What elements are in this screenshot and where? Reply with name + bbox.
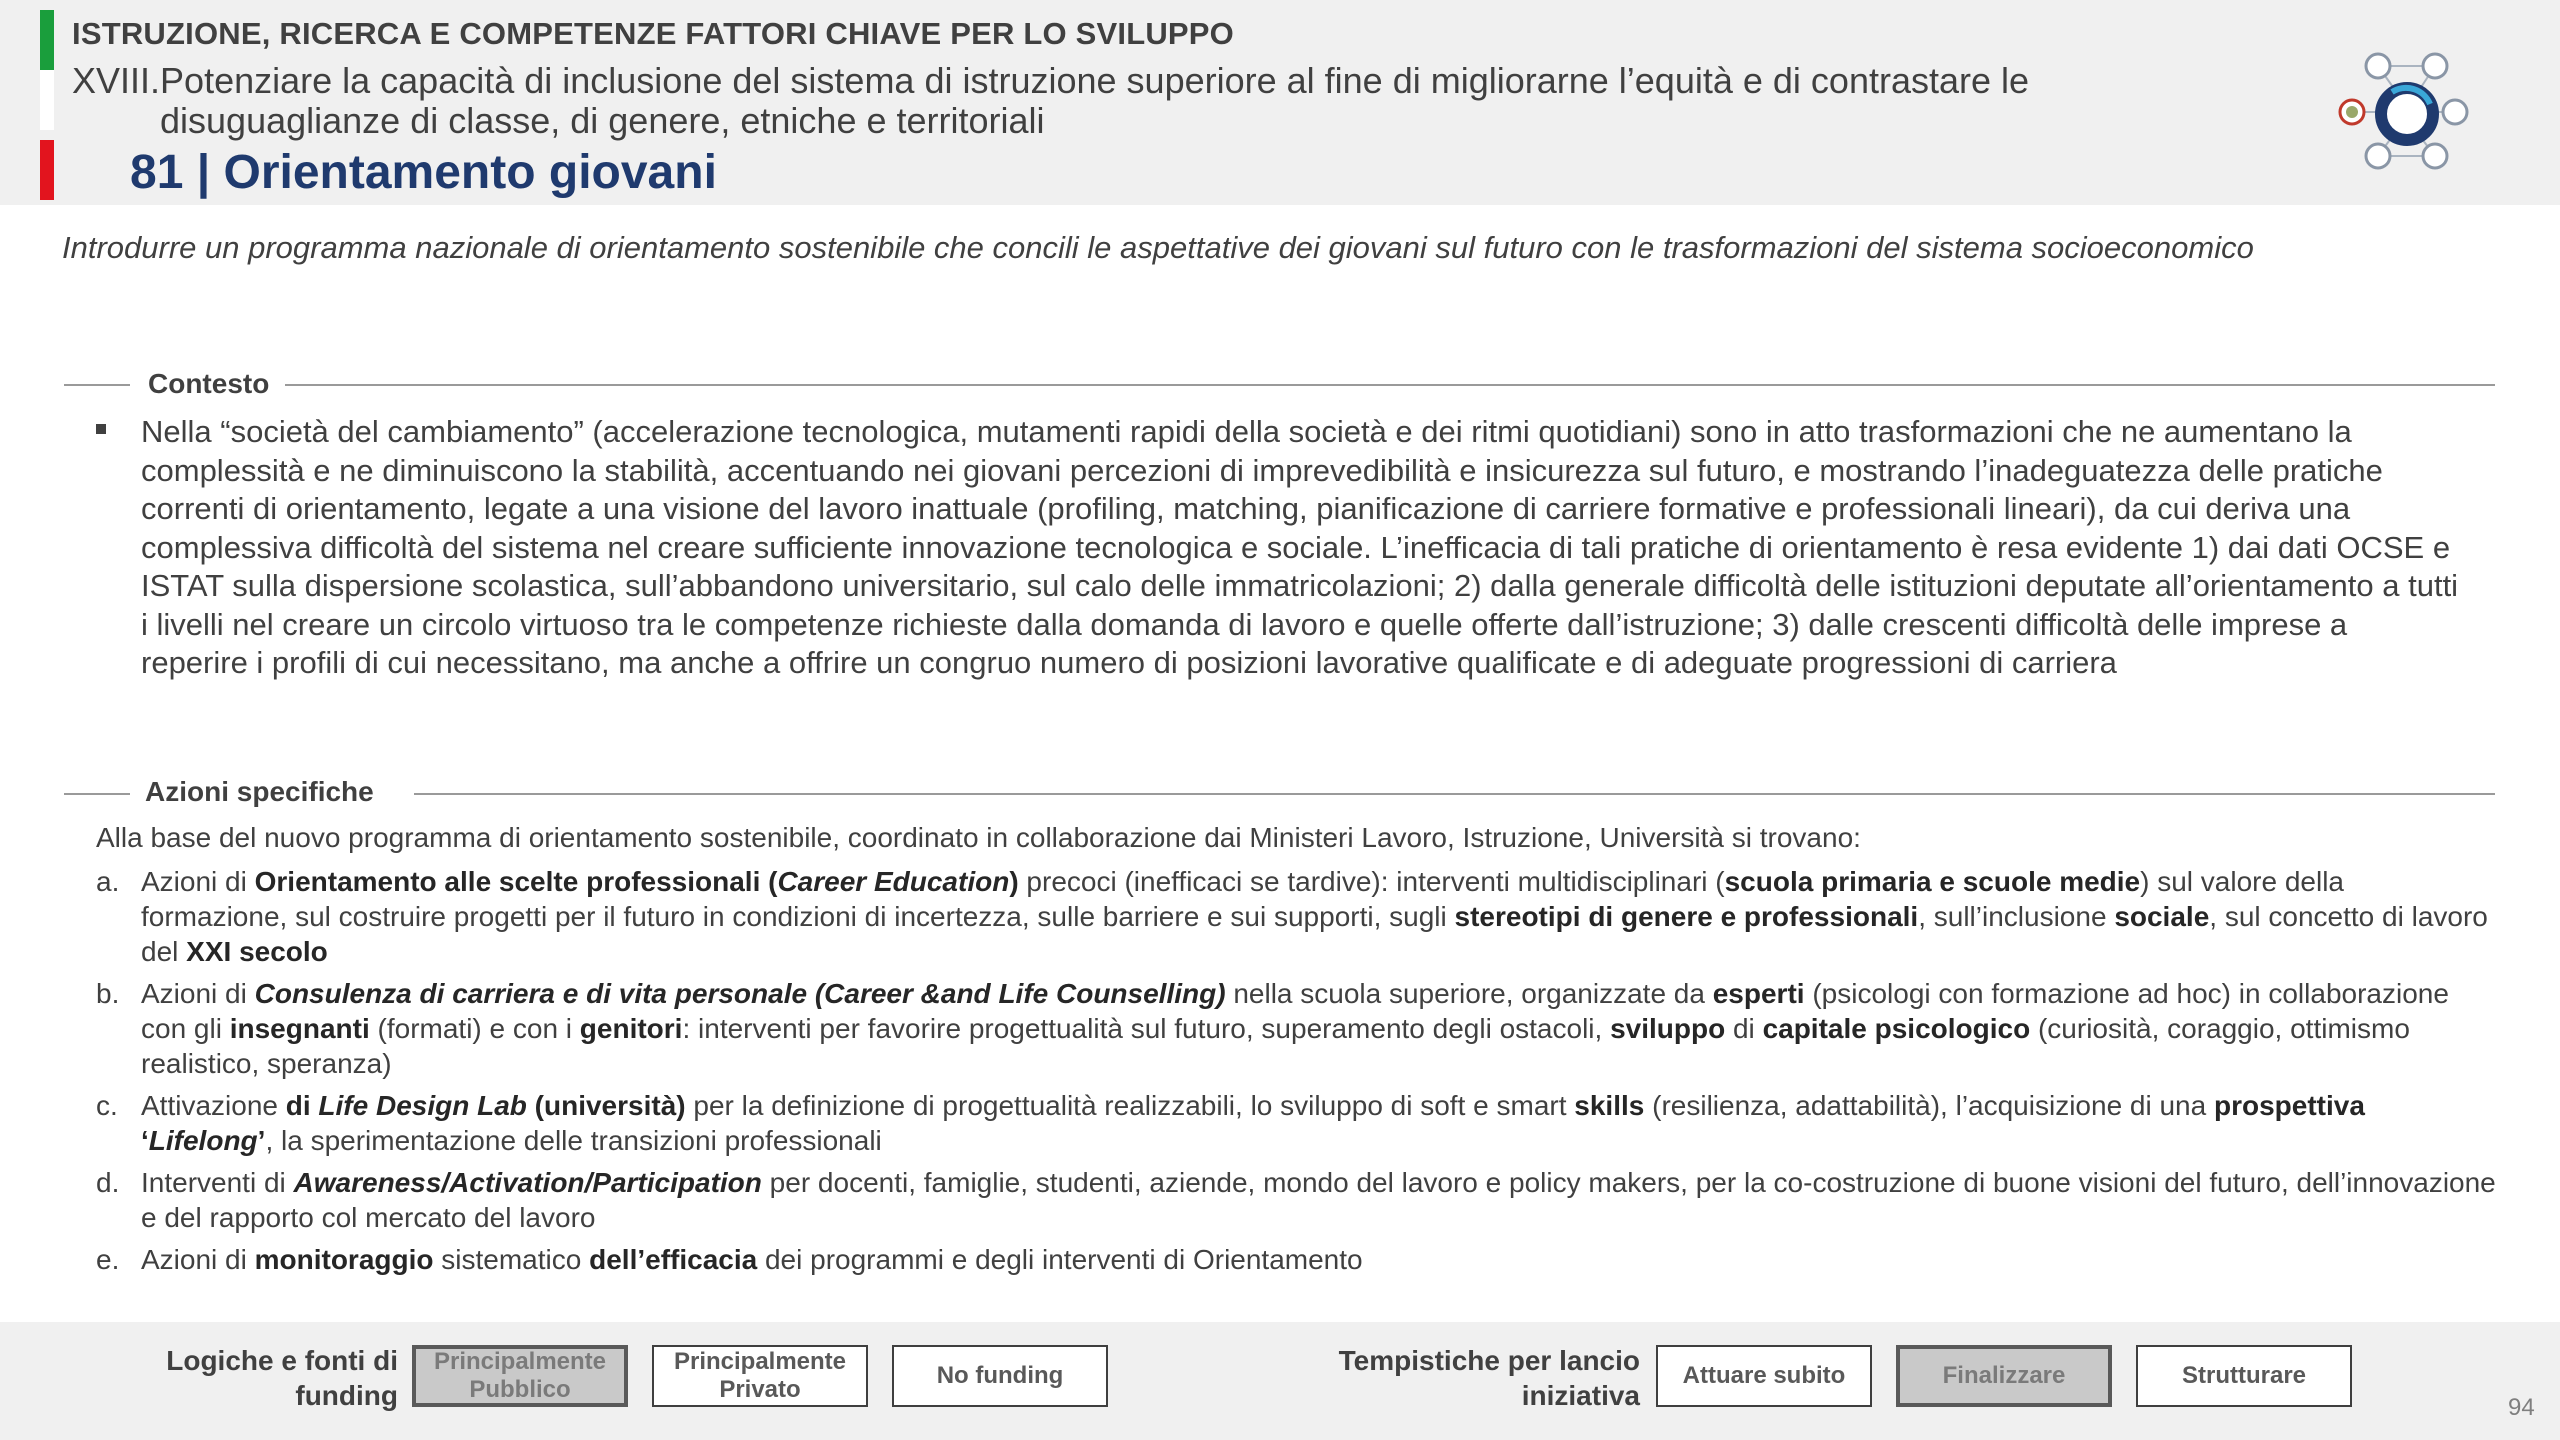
- action-text-segment: (psicologi con formazione ad hoc) in collaborazione con gli: [141, 978, 2449, 1044]
- context-paragraph: [141, 413, 2461, 683]
- flag-green-stripe: [40, 10, 54, 70]
- action-text-segment: esperti: [1712, 978, 1805, 1009]
- action-text-segment: , la sperimentazione delle transizioni professionali: [265, 1125, 882, 1156]
- action-text-segment: dei programmi e degli interventi di Orientamento: [757, 1244, 1363, 1275]
- action-item: [96, 1242, 2496, 1277]
- action-text-segment: capitale psicologico: [1762, 1013, 2031, 1044]
- action-text-segment: (resilienza, adattabilità), l’acquisizione di una: [1644, 1090, 2214, 1121]
- funding-label-line1: Logiche e fonti di: [166, 1345, 398, 1376]
- funding-label: [120, 1343, 398, 1413]
- actions-divider-right: [414, 793, 2495, 795]
- context-divider-left: [64, 384, 130, 386]
- action-text-segment: genitori: [579, 1013, 683, 1044]
- context-section-label: Contesto: [148, 368, 270, 399]
- actions-section-label: Azioni specifiche: [145, 776, 374, 807]
- timing-option-label: Attuare subito: [1682, 1362, 1846, 1389]
- funding-option-line1: Principalmente: [433, 1348, 607, 1375]
- action-text-segment: Career Education: [777, 866, 1010, 897]
- intro-statement: Introdurre un programma nazionale di orientamento sostenibile che concili le aspettative dei giovani sul futuro con le trasformazioni del sistema socioeconomico: [62, 230, 2254, 265]
- action-text-segment: ) sul valore della formazione, sul costruire progetti per il futuro in condizioni di incertezza, sulle barriere e sui supporti, sugli: [141, 866, 2344, 932]
- action-text-segment: Azioni di: [141, 866, 255, 897]
- flag-white-stripe: [40, 70, 54, 130]
- action-text-segment: dell’efficacia: [589, 1244, 758, 1275]
- action-text-segment: Attivazione: [141, 1090, 286, 1121]
- context-text: Nella “società del cambiamento” (accelerazione tecnologica, mutamenti rapidi della società e dei ritmi quotidiani) sono in atto trasformazioni che ne aumentano la complessità e ne diminuiscono la stabilità, accentuando nei giovani percezioni di imprevedibilità e insicurezza sul futuro, e mostrando l’inadeguatezza delle pratiche correnti di orientamento, legate a una visione del lavoro inattuale (profiling, matching, pianificazione di carriere formative e professionali lineari), da cui deriva una complessiva difficoltà del sistema nel creare sufficiente innovazione tecnologica e sociale. L’inefficacia di tali pratiche di orientamento è resa evidente 1) dai dati OCSE e ISTAT sulla dispersione scolastica, sull’abbandono universitario, sul calo delle immatricolazioni; 2) dalla generale difficoltà delle istituzioni deputate all’orientamento a tutti i livelli nel creare un circolo virtuoso tra le competenze richieste dalla domanda di lavoro e quelle offerte dall’istruzione; 3) dalle crescenti difficoltà delle imprese a reperire i profili di cui necessitano, ma anche a offrire un congruo numero di posizioni lavorative qualificate e di adeguate progressioni di carriera: [141, 414, 2459, 680]
- action-item: [96, 1088, 2496, 1158]
- action-item-text: [141, 978, 2449, 1079]
- italian-flag-bar: [40, 10, 54, 190]
- action-text-segment: insegnanti: [229, 1013, 370, 1044]
- funding-option-line1: Principalmente: [673, 1348, 847, 1375]
- action-text-segment: Orientamento alle scelte professionali (: [254, 866, 778, 897]
- action-text-segment: stereotipi di genere e professionali: [1454, 901, 1919, 932]
- timing-label: [1280, 1343, 1640, 1413]
- action-item-marker: b.: [96, 978, 120, 1009]
- timing-label-line1: Tempistiche per lancio: [1338, 1345, 1640, 1376]
- action-text-segment: XXI secolo: [186, 936, 328, 967]
- action-text-segment: nella scuola superiore, organizzate da: [1225, 978, 1713, 1009]
- action-item-marker: e.: [96, 1244, 120, 1275]
- actions-divider-left: [64, 793, 130, 795]
- action-text-segment: di: [285, 1090, 319, 1121]
- action-text-segment: sociale: [2114, 901, 2210, 932]
- action-text-segment: Life Design Lab: [318, 1090, 527, 1121]
- timing-option-finalizzare[interactable]: [1896, 1345, 2112, 1407]
- action-text-segment: skills: [1574, 1090, 1645, 1121]
- funding-label-line2: funding: [295, 1380, 398, 1411]
- action-text-segment: , sull’inclusione: [1918, 901, 2115, 932]
- action-text-segment: (formati) e con i: [369, 1013, 580, 1044]
- funding-option-line2: Privato: [719, 1376, 801, 1403]
- action-text-segment: sviluppo: [1610, 1013, 1726, 1044]
- section-supertitle: ISTRUZIONE, RICERCA E COMPETENZE FATTORI CHIAVE PER LO SVILUPPO: [72, 16, 1234, 51]
- action-item: [96, 976, 2496, 1081]
- actions-lead-text: Alla base del nuovo programma di orientamento sostenibile, coordinato in collaborazione dai Ministeri Lavoro, Istruzione, Università si trovano:: [96, 822, 1861, 853]
- action-text-segment: ): [1009, 866, 1019, 897]
- context-divider-right: [285, 384, 2495, 386]
- slide-header: [0, 0, 2560, 205]
- action-text-segment: , sul concetto di lavoro del: [141, 901, 2488, 967]
- action-text-segment: monitoraggio: [254, 1244, 434, 1275]
- timing-option-strutturare[interactable]: [2136, 1345, 2352, 1407]
- action-text-segment: Azioni di: [141, 1244, 255, 1275]
- flag-red-stripe: [40, 140, 54, 200]
- page-number: 94: [2508, 1394, 2535, 1421]
- funding-option-line2: Pubblico: [469, 1376, 571, 1403]
- action-item-text: [141, 1090, 2365, 1156]
- action-item-marker: a.: [96, 866, 120, 897]
- action-text-segment: Consulenza di carriera e di vita personale (Career &and Life Counselling): [254, 978, 1226, 1009]
- funding-option-principalmente-privato[interactable]: [652, 1345, 868, 1407]
- action-text-segment: (curiosità, coraggio, ottimismo realistico, speranza): [141, 1013, 2410, 1079]
- action-item: [96, 1165, 2496, 1235]
- timing-option-attuare-subito[interactable]: [1656, 1345, 1872, 1407]
- network-ring-icon: [2330, 44, 2480, 178]
- action-text-segment: per la definizione di progettualità realizzabili, lo sviluppo di soft e smart: [685, 1090, 1575, 1121]
- action-text-segment: precoci (inefficaci se tardive): interventi multidisciplinari (: [1018, 866, 1725, 897]
- timing-option-label: Strutturare: [2181, 1362, 2307, 1389]
- action-text-segment: Interventi di: [141, 1167, 294, 1198]
- action-text-segment: (università): [526, 1090, 686, 1121]
- action-text-segment: prospettiva ‘: [141, 1090, 2365, 1156]
- action-item-marker: c.: [96, 1090, 118, 1121]
- action-text-segment: sistematico: [433, 1244, 590, 1275]
- action-text-segment: per docenti, famiglie, studenti, aziende, mondo del lavoro e policy makers, per la co-costruzione di buone visioni del futuro, dell’innovazione e del rapporto col mercato del lavoro: [141, 1167, 2496, 1233]
- funding-option-principalmente-pubblico[interactable]: [412, 1345, 628, 1407]
- page-title: 81 | Orientamento giovani: [130, 146, 717, 199]
- section-subtitle-line1: XVIII.Potenziare la capacità di inclusione del sistema di istruzione superiore al fine di migliorarne l’equità e di contrastare le: [72, 60, 2030, 101]
- action-text-segment: : interventi per favorire progettualità sul futuro, superamento degli ostacoli,: [682, 1013, 1611, 1044]
- context-bullet-marker: [96, 424, 106, 434]
- action-text-segment: scuola primaria e scuole medie: [1724, 866, 2141, 897]
- action-text-segment: di: [1725, 1013, 1763, 1044]
- action-text-segment: ’: [257, 1125, 266, 1156]
- section-subtitle-line2: disuguaglianze di classe, di genere, etniche e territoriali: [160, 100, 1045, 141]
- funding-option-no-funding[interactable]: [892, 1345, 1108, 1407]
- timing-label-line2: iniziativa: [1521, 1380, 1640, 1411]
- actions-list: [96, 864, 2496, 1284]
- action-text-segment: Lifelong: [148, 1125, 258, 1156]
- action-item-marker: d.: [96, 1167, 120, 1198]
- action-text-segment: Azioni di: [141, 978, 255, 1009]
- action-item: [96, 864, 2496, 969]
- action-text-segment: Awareness/Activation/Participation: [293, 1167, 762, 1198]
- action-item-text: [141, 866, 2488, 967]
- timing-option-label: Finalizzare: [1942, 1362, 2066, 1389]
- funding-option-line1: No funding: [936, 1362, 1064, 1389]
- action-item-text: [141, 1167, 2496, 1233]
- action-item-text: [141, 1244, 1363, 1275]
